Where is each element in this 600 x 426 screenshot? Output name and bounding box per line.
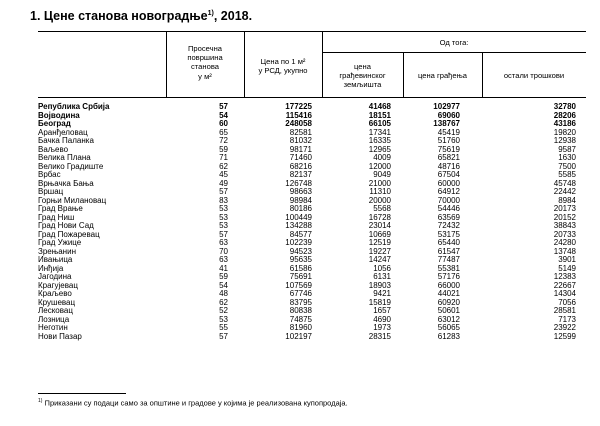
cell-price: 98663	[289, 187, 312, 196]
cell-area: 83	[219, 195, 228, 205]
cell-price: 81032	[289, 136, 312, 145]
cell-name: Бачка Паланка	[38, 136, 94, 145]
cell-area: 52	[219, 306, 228, 315]
cell-name: Нови Пазар	[38, 331, 82, 341]
cell-name: Краљево	[38, 289, 72, 298]
cell-name: Врњачка Бања	[38, 178, 94, 188]
table-row	[38, 256, 586, 265]
cell-price: 68216	[289, 161, 312, 171]
cell-other: 3901	[558, 255, 576, 264]
title-text: 1. Цене станова новоградње	[30, 9, 208, 23]
cell-land: 19227	[368, 246, 391, 256]
header-bottom-rule	[38, 97, 586, 98]
cell-name: Република Србија	[38, 102, 110, 111]
table-row	[38, 205, 586, 214]
header-area-line: површина	[187, 53, 223, 63]
table-row	[38, 299, 586, 308]
table-row	[38, 316, 586, 325]
cell-area: 59	[219, 272, 228, 281]
cell-price: 81960	[289, 323, 312, 332]
cell-construction: 63012	[437, 314, 460, 324]
cell-construction: 57176	[437, 272, 460, 281]
cell-land: 12000	[368, 161, 391, 171]
cell-area: 63	[219, 255, 228, 264]
cell-land: 23014	[368, 221, 391, 230]
header-of-which: Од тога:	[439, 38, 469, 47]
cell-price: 82137	[289, 170, 312, 179]
cell-other: 5585	[558, 170, 576, 179]
cell-name: Војводина	[38, 110, 80, 120]
cell-construction: 48716	[437, 161, 460, 171]
cell-other: 5149	[558, 263, 576, 273]
cell-other: 7173	[558, 314, 576, 324]
cell-construction: 64912	[437, 187, 460, 196]
data-table-body	[38, 103, 586, 341]
header-land-line: цена	[354, 62, 371, 71]
cell-construction: 67504	[437, 170, 460, 179]
cell-area: 48	[219, 289, 228, 298]
cell-land: 1657	[373, 306, 391, 315]
header-land	[322, 62, 403, 90]
cell-land: 6131	[373, 272, 391, 281]
cell-name: Аранђеловац	[38, 127, 88, 137]
cell-price: 83795	[289, 297, 312, 307]
footnote-marker: 1)	[38, 398, 43, 404]
table-row	[38, 248, 586, 257]
cell-price: 115416	[285, 110, 312, 120]
cell-land: 16335	[368, 136, 391, 145]
cell-price: 80838	[289, 306, 312, 315]
header-area-line: станова	[190, 62, 219, 72]
cell-other: 14304	[553, 289, 576, 298]
cell-land: 4690	[373, 314, 391, 324]
table-row	[38, 129, 586, 138]
cell-other: 8984	[558, 195, 576, 205]
cell-price: 75691	[289, 272, 312, 281]
cell-price: 80186	[289, 204, 312, 213]
cell-land: 28315	[368, 331, 391, 341]
cell-area: 53	[219, 221, 228, 230]
table-row	[38, 180, 586, 189]
table-title	[30, 9, 252, 23]
cell-area: 41	[219, 263, 228, 273]
cell-land: 66105	[368, 119, 391, 128]
table-row	[38, 290, 586, 299]
cell-price: 107569	[285, 280, 312, 290]
cell-construction: 55381	[437, 263, 460, 273]
cell-price: 95635	[289, 255, 312, 264]
cell-name: Лесковац	[38, 306, 73, 315]
cell-area: 57	[219, 102, 228, 111]
table-row	[38, 171, 586, 180]
table-row	[38, 154, 586, 163]
cell-price: 102239	[285, 238, 312, 247]
table-row	[38, 324, 586, 333]
cell-construction: 44021	[437, 289, 460, 298]
cell-name: Град Пожаревац	[38, 229, 100, 239]
cell-construction: 72432	[437, 221, 460, 230]
cell-area: 55	[219, 323, 228, 332]
cell-name: Ваљево	[38, 144, 69, 154]
cell-other: 1630	[558, 153, 576, 162]
cell-land: 12519	[368, 238, 391, 247]
cell-price: 134288	[285, 221, 312, 230]
table-row	[38, 197, 586, 206]
cell-price: 94523	[289, 246, 312, 256]
cell-name: Ивањица	[38, 255, 73, 264]
cell-land: 20000	[368, 195, 391, 205]
cell-area: 57	[219, 331, 228, 341]
cell-construction: 61283	[437, 331, 460, 341]
cell-other: 22667	[553, 280, 576, 290]
table-row	[38, 273, 586, 282]
cell-construction: 77487	[437, 255, 460, 264]
cell-land: 18903	[368, 280, 391, 290]
header-construction: цена грађења	[417, 71, 468, 80]
cell-name: Град Ниш	[38, 212, 75, 222]
cell-area: 62	[219, 161, 228, 171]
cell-other: 23922	[553, 323, 576, 332]
cell-name: Крушевац	[38, 297, 76, 307]
cell-construction: 75619	[437, 144, 460, 154]
cell-other: 20733	[553, 229, 576, 239]
data-table	[38, 103, 586, 341]
cell-construction: 70000	[437, 195, 460, 205]
cell-area: 53	[219, 212, 228, 222]
cell-name: Инђија	[38, 263, 64, 273]
cell-construction: 69060	[437, 110, 460, 120]
cell-land: 1973	[373, 323, 391, 332]
cell-name: Јагодина	[38, 272, 72, 281]
cell-name: Вршац	[38, 187, 64, 196]
cell-price: 177225	[285, 102, 312, 111]
cell-other: 19820	[553, 127, 576, 137]
cell-land: 16728	[368, 212, 391, 222]
table-row	[38, 265, 586, 274]
table-row	[38, 239, 586, 248]
cell-other: 38843	[553, 221, 576, 230]
title-year: , 2018.	[213, 9, 253, 23]
cell-other: 28581	[553, 306, 576, 315]
cell-price: 71460	[289, 153, 312, 162]
footnote	[38, 398, 348, 408]
cell-area: 57	[219, 229, 228, 239]
cell-price: 100449	[285, 212, 312, 222]
cell-price: 102197	[285, 331, 312, 341]
cell-price: 84577	[289, 229, 312, 239]
header-top-rule	[38, 31, 586, 32]
cell-price: 74875	[289, 314, 312, 324]
cell-name: Зрењанин	[38, 246, 76, 256]
cell-other: 24280	[553, 238, 576, 247]
cell-other: 12383	[553, 272, 576, 281]
cell-construction: 60920	[437, 297, 460, 307]
cell-name: Велика Плана	[38, 153, 91, 162]
header-price-line: у РСД, укупно	[258, 66, 308, 76]
cell-name: Град Ужице	[38, 238, 82, 247]
table-row	[38, 112, 586, 121]
cell-area: 63	[219, 238, 228, 247]
cell-other: 28206	[553, 110, 576, 120]
cell-construction: 60000	[437, 178, 460, 188]
cell-name: Крагујевац	[38, 280, 78, 290]
cell-construction: 65821	[437, 153, 460, 162]
cell-other: 12599	[553, 331, 576, 341]
table-row	[38, 231, 586, 240]
cell-price: 98984	[289, 195, 312, 205]
cell-construction: 102977	[433, 102, 460, 111]
header-area-line: Просечна	[187, 44, 223, 53]
header-land-line: земљишта	[343, 80, 382, 90]
cell-area: 57	[219, 187, 228, 196]
cell-price: 82581	[289, 127, 312, 137]
cell-land: 11310	[369, 187, 391, 196]
cell-name: Горњи Милановац	[38, 195, 107, 205]
header-area-line: у м²	[198, 71, 212, 81]
table-row	[38, 163, 586, 172]
header-land-line: грађевинског	[339, 71, 386, 81]
table-row	[38, 333, 586, 342]
cell-price: 98171	[289, 144, 312, 154]
cell-construction: 53175	[437, 229, 460, 239]
header-area	[166, 44, 244, 81]
cell-land: 21000	[368, 178, 391, 188]
cell-land: 41468	[368, 102, 391, 111]
cell-price: 248058	[285, 119, 312, 128]
cell-area: 53	[219, 314, 228, 324]
cell-other: 43186	[553, 119, 576, 128]
cell-land: 17341	[368, 127, 391, 137]
cell-name: Београд	[38, 119, 71, 128]
cell-area: 53	[219, 204, 228, 213]
cell-other: 20173	[553, 204, 576, 213]
of-which-rule	[322, 52, 586, 53]
cell-other: 12938	[553, 136, 576, 145]
cell-construction: 63569	[437, 212, 460, 222]
header-other: остали трошкови	[503, 71, 565, 80]
footnote-text: Приказани су подаци само за општине и градове у којима је реализована купопродаја.	[44, 398, 348, 408]
cell-construction: 66000	[437, 280, 460, 290]
cell-construction: 138767	[433, 119, 460, 128]
cell-construction: 61547	[437, 246, 460, 256]
table-row	[38, 307, 586, 316]
title-footnote-marker: 1)	[207, 9, 214, 17]
cell-land: 12965	[368, 144, 391, 154]
cell-name: Неготин	[38, 323, 68, 332]
cell-area: 59	[219, 144, 228, 154]
cell-land: 10669	[368, 229, 391, 239]
cell-name: Град Нови Сад	[38, 221, 94, 230]
cell-land: 14247	[368, 255, 391, 264]
cell-other: 7500	[558, 161, 576, 171]
table-row	[38, 146, 586, 155]
cell-other: 13748	[553, 246, 576, 256]
cell-area: 62	[219, 297, 228, 307]
cell-land: 1056	[373, 263, 391, 273]
cell-area: 54	[219, 280, 228, 290]
cell-other: 22442	[553, 187, 576, 196]
cell-area: 60	[219, 119, 228, 128]
table-row	[38, 120, 586, 129]
cell-area: 71	[219, 153, 228, 162]
cell-name: Лозница	[38, 314, 70, 324]
table-row	[38, 222, 586, 231]
cell-area: 70	[219, 246, 228, 256]
cell-land: 9049	[373, 170, 391, 179]
cell-construction: 65440	[437, 238, 460, 247]
footnote-rule	[38, 393, 126, 394]
cell-price: 67746	[289, 289, 312, 298]
cell-area: 65	[219, 127, 228, 137]
cell-construction: 56065	[437, 323, 460, 332]
cell-land: 15819	[368, 297, 391, 307]
cell-area: 45	[219, 170, 228, 179]
table-row	[38, 282, 586, 291]
cell-construction: 45419	[437, 127, 460, 137]
cell-price: 61586	[289, 263, 312, 273]
table-row	[38, 214, 586, 223]
cell-other: 7056	[558, 297, 576, 307]
cell-area: 54	[219, 110, 228, 120]
cell-other: 32780	[553, 102, 576, 111]
cell-area: 72	[219, 136, 228, 145]
header-price-line: Цена по 1 м²	[260, 57, 306, 66]
table-row	[38, 103, 586, 112]
cell-construction: 51760	[437, 136, 460, 145]
table-row	[38, 188, 586, 197]
table-row	[38, 137, 586, 146]
cell-other: 20152	[553, 212, 576, 222]
cell-land: 4009	[373, 153, 391, 162]
cell-other: 45748	[553, 178, 576, 188]
header-price	[244, 57, 322, 75]
cell-land: 9421	[373, 289, 391, 298]
cell-other: 9587	[558, 144, 576, 154]
cell-construction: 54446	[437, 204, 460, 213]
cell-name: Врбас	[38, 170, 61, 179]
cell-price: 126748	[285, 178, 312, 188]
cell-name: Велико Градиште	[38, 161, 104, 171]
cell-area: 49	[219, 178, 228, 188]
cell-name: Град Врање	[38, 204, 83, 213]
cell-construction: 50601	[437, 306, 460, 315]
cell-land: 18151	[368, 110, 391, 120]
cell-land: 5568	[373, 204, 391, 213]
